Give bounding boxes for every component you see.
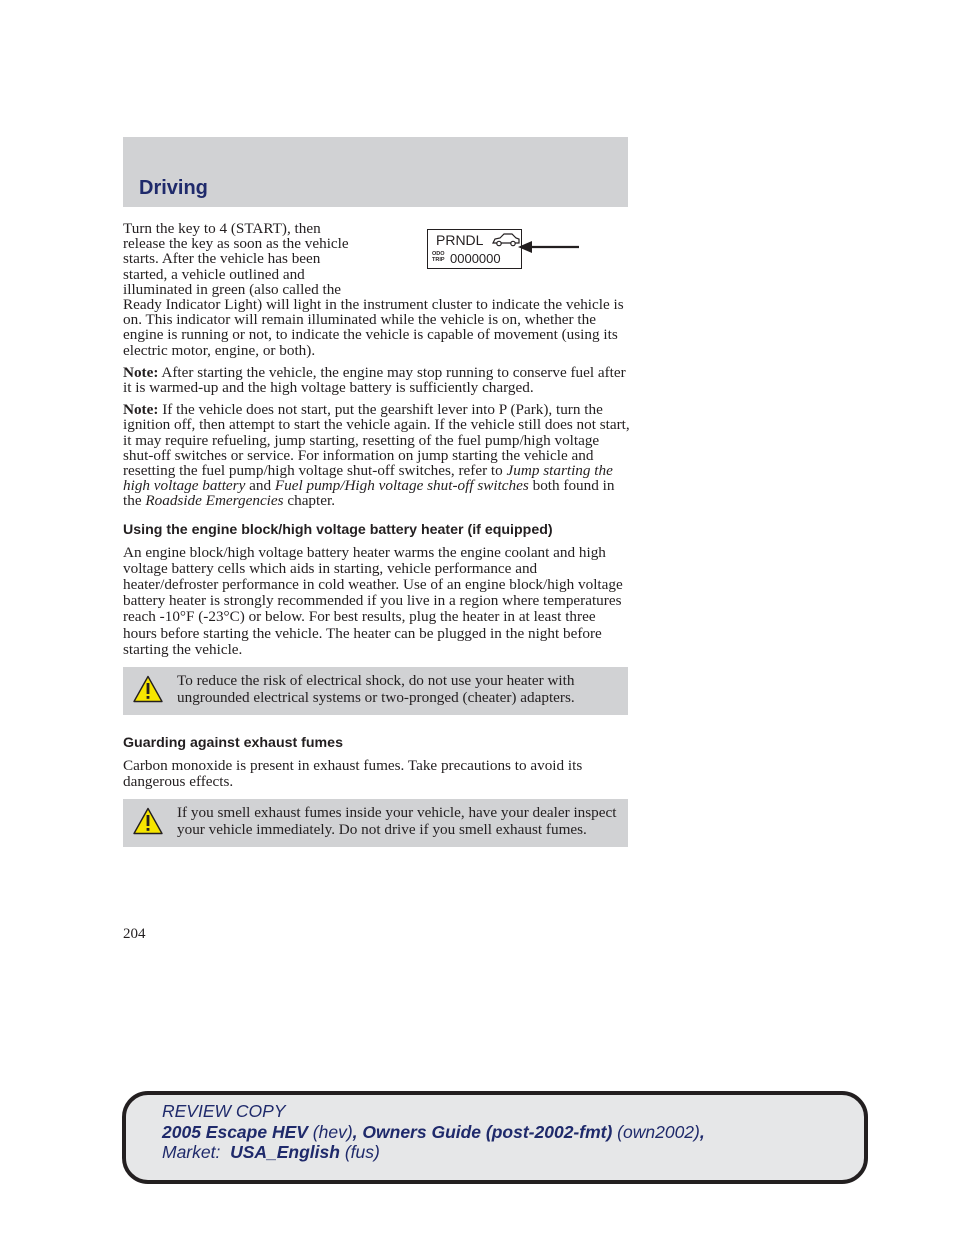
pointer-arrow-icon — [518, 241, 580, 253]
note-label: Note: — [123, 363, 159, 381]
warning-text: To reduce the risk of electrical shock, do not use your heater with ungrounded electrical systems or two-pronged (cheater) adapters. — [177, 672, 575, 706]
heater-paragraph: An engine block/high voltage battery heater warms the engine coolant and high voltage battery cells which aids in starting, vehicle performance and heater/defroster performance in cold weather. Use of an engine block/high voltage battery heater is strongly recommended if you live in a region where temperatures reach -10°F (-23°C) or below. For best results, plug the heater in at least three hours before starting the vehicle. The heater can be plugged in the night before starting the vehicle. — [123, 543, 623, 658]
note-paragraph-1: Note: After starting the vehicle, the engine may stop running to conserve fuel after it is warmed-up and the high voltage battery is sufficiently charged. — [123, 363, 626, 397]
odometer-digits: 0000000 — [450, 251, 501, 266]
gear-indicator: PRNDL — [436, 232, 484, 248]
note-paragraph-2: Note: If the vehicle does not start, put the gearshift lever into P (Park), turn the ignition off, then attempt to start the vehicle again. If the vehicle still does not start, it may require refueling, jump starting, resetting of the fuel pump/high voltage shut-off switches or service. For information on jump starting the vehicle and resetting the fuel pump/high voltage shut-off switches, refer to Jump starting the high voltage battery and Fuel pump/High voltage shut-off switches both found in the Roadside Emergencies chapter. — [123, 401, 630, 510]
page-number: 204 — [123, 926, 146, 942]
section-header-bar — [123, 137, 628, 207]
warning-text: If you smell exhaust fumes inside your vehicle, have your dealer inspect your vehicle immediately. Do not drive if you smell exhaust fumes. — [177, 804, 617, 838]
cross-reference: Jump starting the high voltage battery — [123, 462, 613, 495]
section-heading-heater: Using the engine block/high voltage battery heater (if equipped) — [123, 521, 553, 538]
cross-reference: Fuel pump/High voltage shut-off switches — [274, 477, 529, 495]
instrument-cluster-figure — [368, 221, 630, 283]
review-copy-label: REVIEW COPY — [162, 1101, 286, 1121]
footer-text: REVIEW COPY 2005 Escape HEV (hev), Owners Guide (post-2002-fmt) (own2002), Market: USA_English (fus) — [162, 1101, 705, 1162]
instrument-cluster-display — [427, 229, 522, 269]
section-heading-exhaust: Guarding against exhaust fumes — [123, 734, 343, 751]
exhaust-paragraph: Carbon monoxide is present in exhaust fumes. Take precautions to avoid its dangerous effects. — [123, 756, 583, 790]
note-label: Note: — [123, 401, 159, 419]
warning-triangle-icon — [133, 807, 163, 835]
odo-trip-label: ODO TRIP — [432, 251, 445, 263]
main-content — [123, 221, 630, 867]
warning-triangle-icon — [133, 675, 163, 703]
warning-box-exhaust — [123, 799, 628, 847]
ready-indicator-car-icon — [491, 233, 521, 247]
page-title: Driving — [139, 177, 208, 199]
warning-box-electrical — [123, 667, 628, 715]
review-copy-footer — [122, 1091, 868, 1184]
intro-paragraph: Turn the key to 4 (START), then release the key as soon as the vehicle starts. After the vehicle has been started, a vehicle outlined and illuminated in green (also called the Ready Indicator Light) will light in the instrument cluster to indicate the vehicle is on. This indicator will remain illuminated while the vehicle is on, whether the engine is running or not, to indicate the vehicle is capable of movement (using its electric motor, engine, or both). — [123, 220, 624, 359]
cross-reference: Roadside Emergencies — [145, 492, 284, 510]
